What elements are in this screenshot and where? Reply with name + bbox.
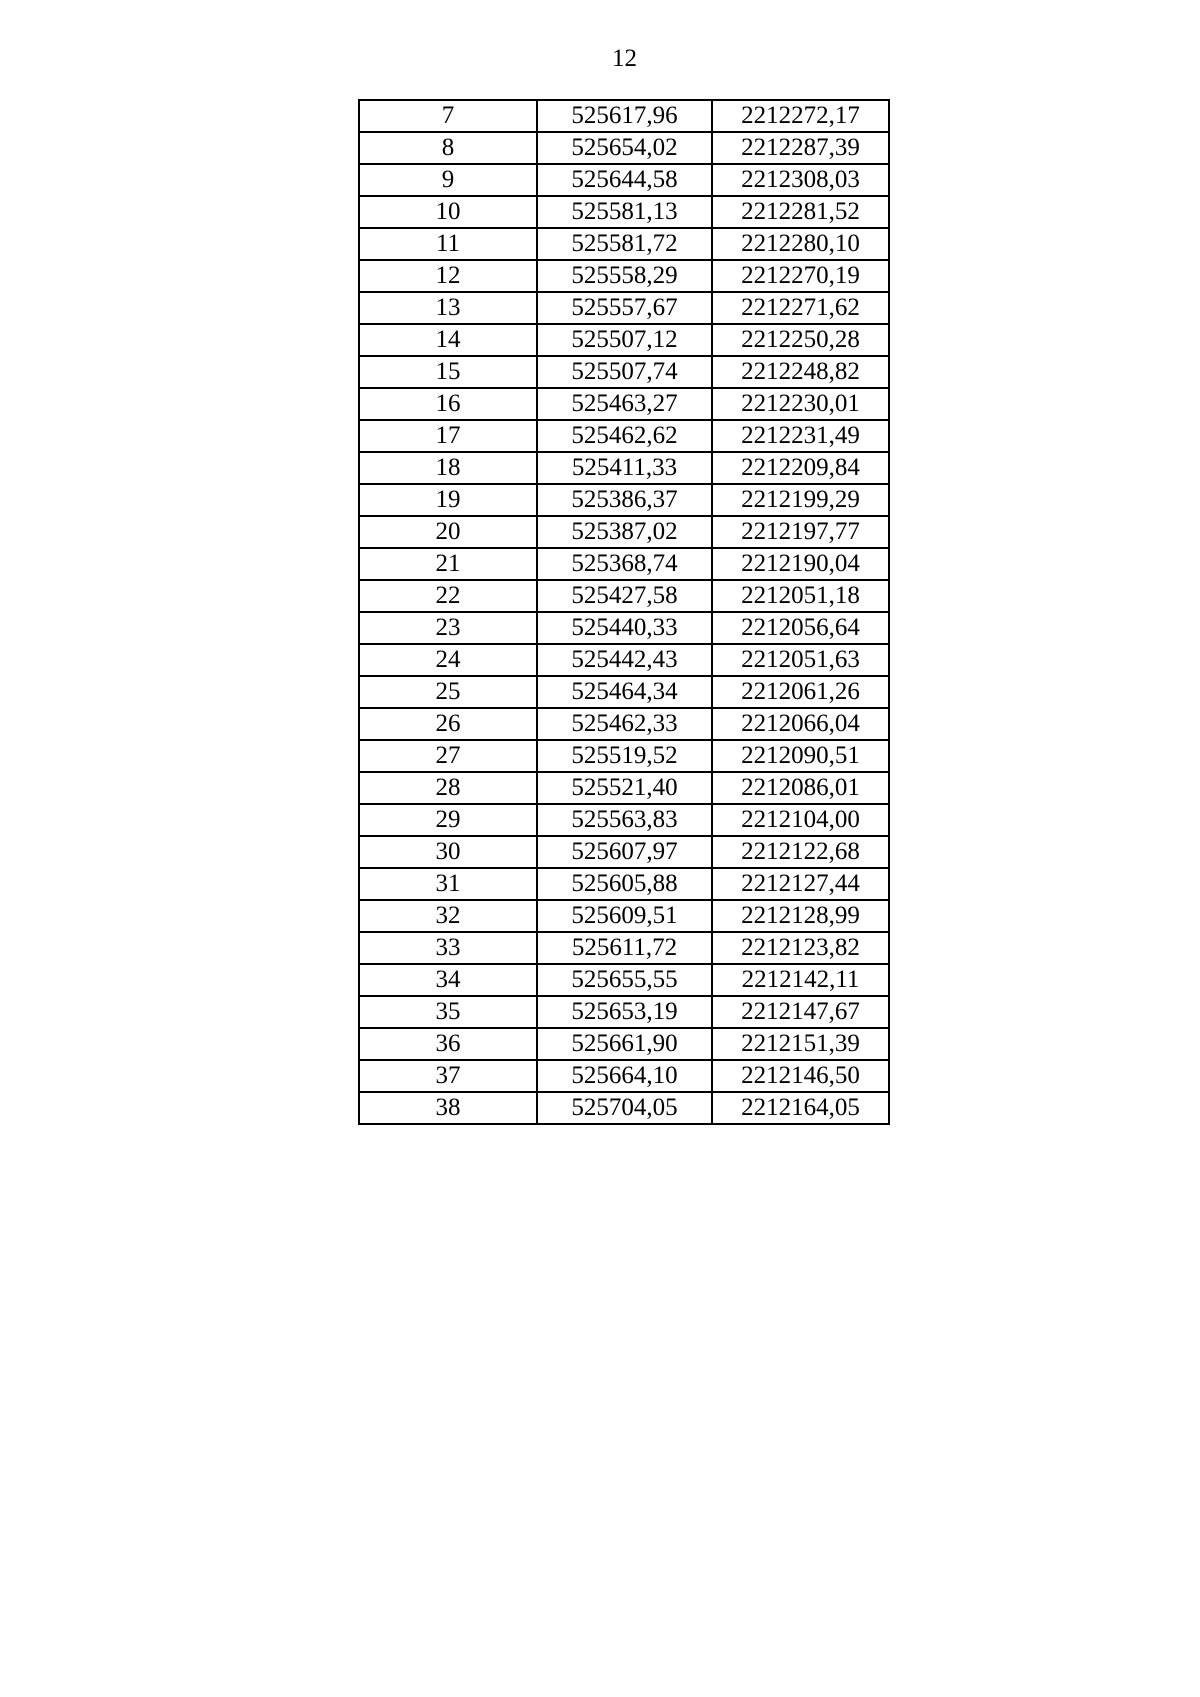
- point-number-cell: 28: [359, 772, 537, 804]
- y-coordinate-cell: 2212197,77: [712, 516, 889, 548]
- coordinates-table: [358, 99, 890, 1125]
- y-coordinate-cell: 2212270,19: [712, 260, 889, 292]
- point-number-cell: 17: [359, 420, 537, 452]
- point-number-cell: 7: [359, 100, 537, 132]
- y-coordinate-cell: 2212127,44: [712, 868, 889, 900]
- x-coordinate-cell: 525386,37: [537, 484, 712, 516]
- table-row: [359, 1060, 889, 1092]
- point-number-cell: 14: [359, 324, 537, 356]
- table-row: [359, 804, 889, 836]
- x-coordinate-cell: 525558,29: [537, 260, 712, 292]
- page-number: 12: [612, 45, 637, 72]
- point-number-cell: 23: [359, 612, 537, 644]
- point-number-cell: 10: [359, 196, 537, 228]
- y-coordinate-cell: 2212164,05: [712, 1092, 889, 1124]
- point-number-cell: 8: [359, 132, 537, 164]
- table-row: [359, 996, 889, 1028]
- table-row: [359, 1092, 889, 1124]
- y-coordinate-cell: 2212248,82: [712, 356, 889, 388]
- point-number-cell: 36: [359, 1028, 537, 1060]
- x-coordinate-cell: 525462,62: [537, 420, 712, 452]
- table-row: [359, 580, 889, 612]
- table-row: [359, 1028, 889, 1060]
- coordinates-table-body: [359, 100, 889, 1124]
- x-coordinate-cell: 525507,12: [537, 324, 712, 356]
- x-coordinate-cell: 525368,74: [537, 548, 712, 580]
- point-number-cell: 27: [359, 740, 537, 772]
- point-number-cell: 30: [359, 836, 537, 868]
- x-coordinate-cell: 525519,52: [537, 740, 712, 772]
- x-coordinate-cell: 525507,74: [537, 356, 712, 388]
- x-coordinate-cell: 525617,96: [537, 100, 712, 132]
- x-coordinate-cell: 525661,90: [537, 1028, 712, 1060]
- point-number-cell: 15: [359, 356, 537, 388]
- y-coordinate-cell: 2212272,17: [712, 100, 889, 132]
- table-row: [359, 868, 889, 900]
- table-row: [359, 836, 889, 868]
- x-coordinate-cell: 525387,02: [537, 516, 712, 548]
- table-row: [359, 516, 889, 548]
- y-coordinate-cell: 2212281,52: [712, 196, 889, 228]
- y-coordinate-cell: 2212151,39: [712, 1028, 889, 1060]
- x-coordinate-cell: 525644,58: [537, 164, 712, 196]
- x-coordinate-cell: 525462,33: [537, 708, 712, 740]
- x-coordinate-cell: 525463,27: [537, 388, 712, 420]
- x-coordinate-cell: 525664,10: [537, 1060, 712, 1092]
- point-number-cell: 26: [359, 708, 537, 740]
- point-number-cell: 33: [359, 932, 537, 964]
- y-coordinate-cell: 2212250,28: [712, 324, 889, 356]
- table-row: [359, 164, 889, 196]
- y-coordinate-cell: 2212308,03: [712, 164, 889, 196]
- point-number-cell: 29: [359, 804, 537, 836]
- table-row: [359, 900, 889, 932]
- y-coordinate-cell: 2212051,63: [712, 644, 889, 676]
- y-coordinate-cell: 2212104,00: [712, 804, 889, 836]
- table-row: [359, 452, 889, 484]
- x-coordinate-cell: 525654,02: [537, 132, 712, 164]
- table-row: [359, 388, 889, 420]
- y-coordinate-cell: 2212190,04: [712, 548, 889, 580]
- table-row: [359, 932, 889, 964]
- table-row: [359, 356, 889, 388]
- y-coordinate-cell: 2212051,18: [712, 580, 889, 612]
- x-coordinate-cell: 525704,05: [537, 1092, 712, 1124]
- table-row: [359, 484, 889, 516]
- y-coordinate-cell: 2212090,51: [712, 740, 889, 772]
- point-number-cell: 37: [359, 1060, 537, 1092]
- point-number-cell: 35: [359, 996, 537, 1028]
- table-row: [359, 644, 889, 676]
- table-row: [359, 420, 889, 452]
- table-row: [359, 228, 889, 260]
- point-number-cell: 21: [359, 548, 537, 580]
- y-coordinate-cell: 2212287,39: [712, 132, 889, 164]
- x-coordinate-cell: 525609,51: [537, 900, 712, 932]
- point-number-cell: 18: [359, 452, 537, 484]
- x-coordinate-cell: 525611,72: [537, 932, 712, 964]
- x-coordinate-cell: 525440,33: [537, 612, 712, 644]
- x-coordinate-cell: 525563,83: [537, 804, 712, 836]
- x-coordinate-cell: 525653,19: [537, 996, 712, 1028]
- point-number-cell: 22: [359, 580, 537, 612]
- table-row: [359, 964, 889, 996]
- x-coordinate-cell: 525581,72: [537, 228, 712, 260]
- x-coordinate-cell: 525442,43: [537, 644, 712, 676]
- y-coordinate-cell: 2212056,64: [712, 612, 889, 644]
- table-row: [359, 324, 889, 356]
- y-coordinate-cell: 2212061,26: [712, 676, 889, 708]
- x-coordinate-cell: 525557,67: [537, 292, 712, 324]
- table-row: [359, 708, 889, 740]
- table-row: [359, 772, 889, 804]
- y-coordinate-cell: 2212199,29: [712, 484, 889, 516]
- point-number-cell: 11: [359, 228, 537, 260]
- point-number-cell: 24: [359, 644, 537, 676]
- table-row: [359, 612, 889, 644]
- x-coordinate-cell: 525427,58: [537, 580, 712, 612]
- x-coordinate-cell: 525605,88: [537, 868, 712, 900]
- table-row: [359, 740, 889, 772]
- table-row: [359, 196, 889, 228]
- x-coordinate-cell: 525521,40: [537, 772, 712, 804]
- point-number-cell: 38: [359, 1092, 537, 1124]
- point-number-cell: 19: [359, 484, 537, 516]
- point-number-cell: 31: [359, 868, 537, 900]
- x-coordinate-cell: 525411,33: [537, 452, 712, 484]
- point-number-cell: 34: [359, 964, 537, 996]
- y-coordinate-cell: 2212086,01: [712, 772, 889, 804]
- y-coordinate-cell: 2212209,84: [712, 452, 889, 484]
- table-row: [359, 132, 889, 164]
- x-coordinate-cell: 525464,34: [537, 676, 712, 708]
- point-number-cell: 12: [359, 260, 537, 292]
- y-coordinate-cell: 2212271,62: [712, 292, 889, 324]
- point-number-cell: 20: [359, 516, 537, 548]
- table-row: [359, 676, 889, 708]
- y-coordinate-cell: 2212128,99: [712, 900, 889, 932]
- point-number-cell: 13: [359, 292, 537, 324]
- x-coordinate-cell: 525607,97: [537, 836, 712, 868]
- y-coordinate-cell: 2212280,10: [712, 228, 889, 260]
- point-number-cell: 16: [359, 388, 537, 420]
- y-coordinate-cell: 2212066,04: [712, 708, 889, 740]
- y-coordinate-cell: 2212230,01: [712, 388, 889, 420]
- table-row: [359, 292, 889, 324]
- table-row: [359, 548, 889, 580]
- y-coordinate-cell: 2212147,67: [712, 996, 889, 1028]
- y-coordinate-cell: 2212122,68: [712, 836, 889, 868]
- point-number-cell: 9: [359, 164, 537, 196]
- y-coordinate-cell: 2212146,50: [712, 1060, 889, 1092]
- y-coordinate-cell: 2212231,49: [712, 420, 889, 452]
- y-coordinate-cell: 2212123,82: [712, 932, 889, 964]
- table-row: [359, 100, 889, 132]
- table-row: [359, 260, 889, 292]
- x-coordinate-cell: 525581,13: [537, 196, 712, 228]
- y-coordinate-cell: 2212142,11: [712, 964, 889, 996]
- x-coordinate-cell: 525655,55: [537, 964, 712, 996]
- point-number-cell: 32: [359, 900, 537, 932]
- point-number-cell: 25: [359, 676, 537, 708]
